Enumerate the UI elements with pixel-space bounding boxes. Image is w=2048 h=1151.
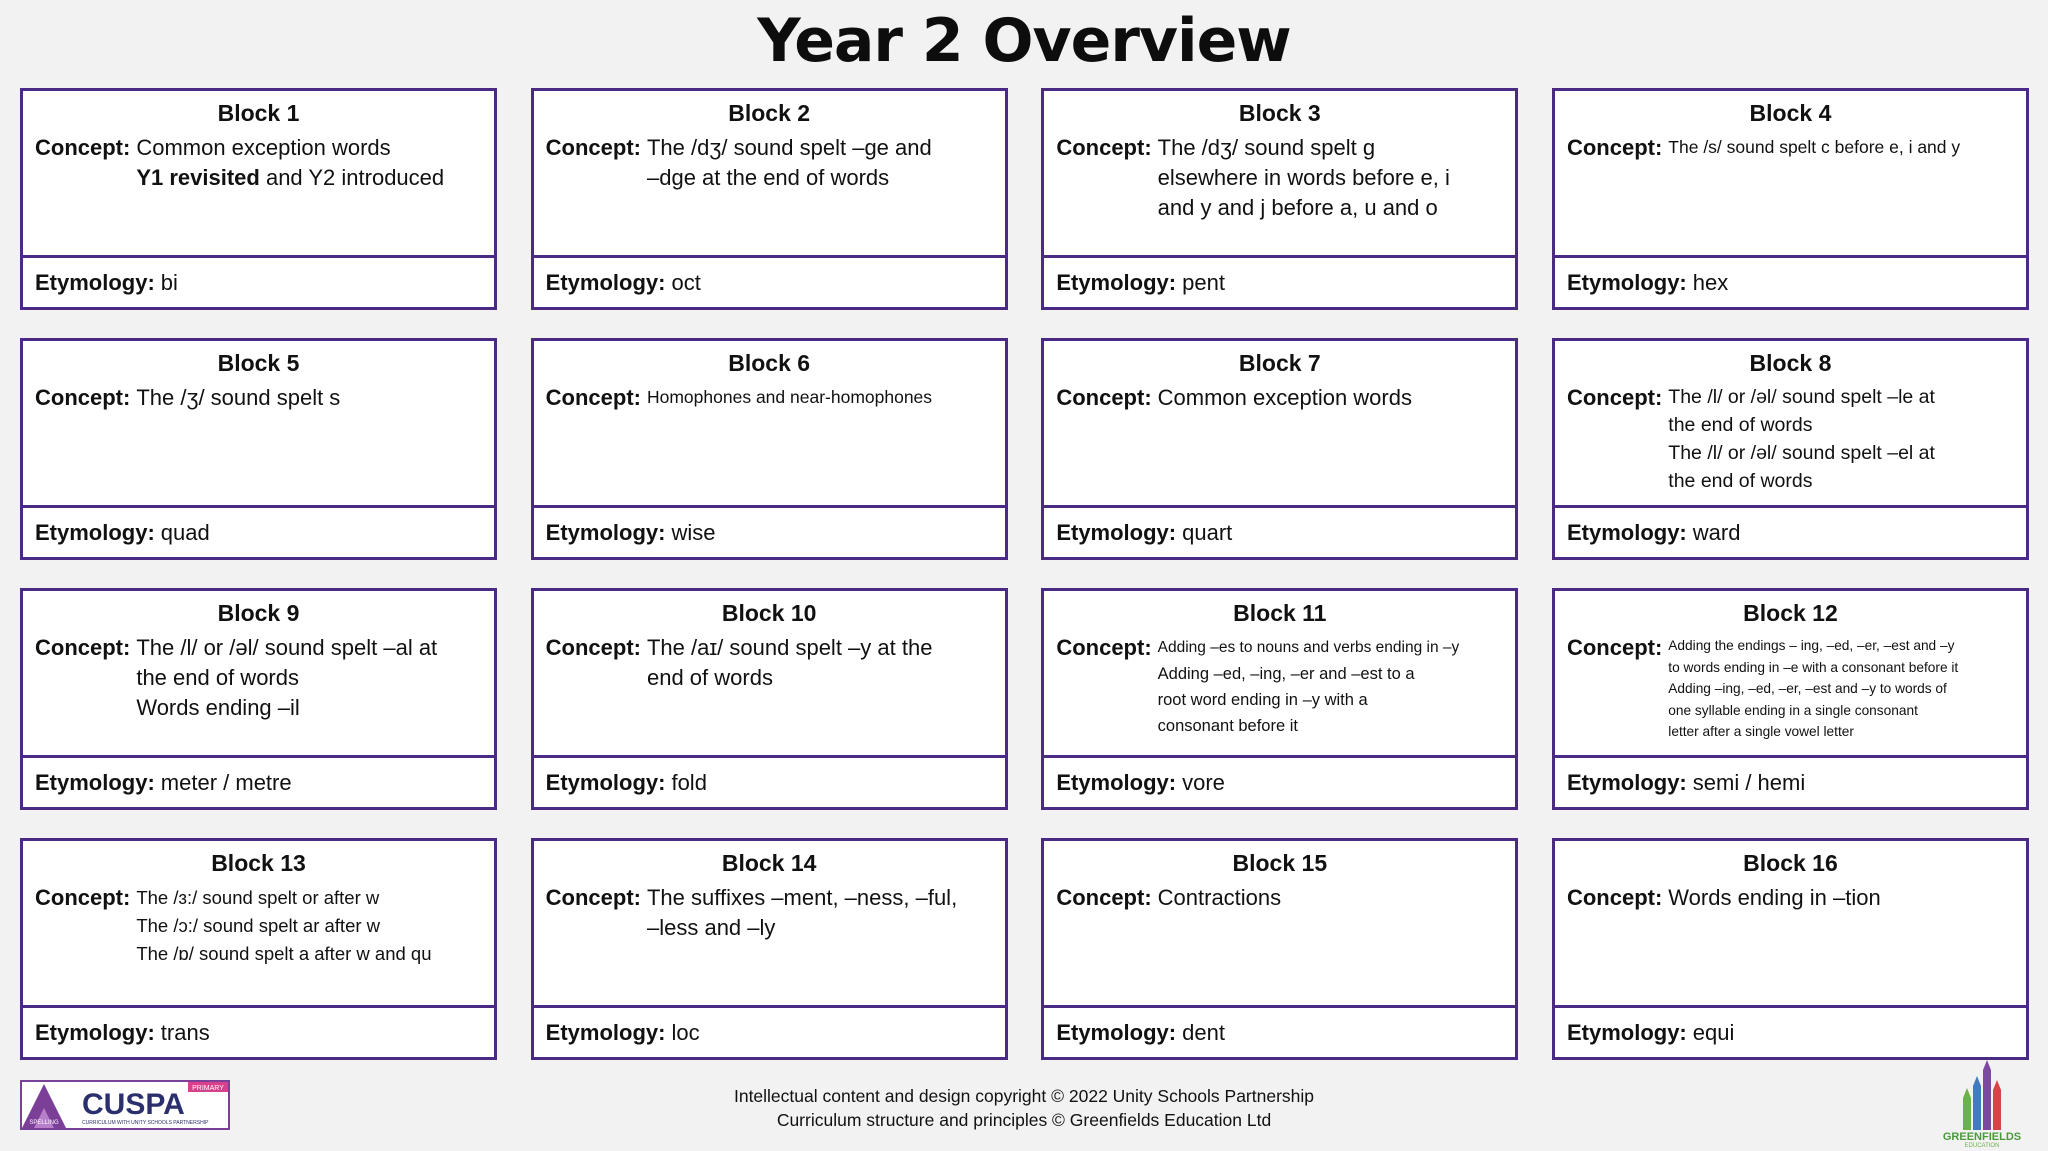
concept-line: one syllable ending in a single consonant <box>1668 702 1918 718</box>
page-title: Year 2 Overview <box>757 6 1291 76</box>
block-concept-area <box>534 841 1005 1008</box>
block-card <box>1041 338 1518 560</box>
concept-line: –less and –ly <box>646 915 776 940</box>
concept-line: The /aɪ/ sound spelt –y at the <box>646 635 933 660</box>
block-concept-area <box>534 91 1005 258</box>
concept-line: letter after a single vowel letter <box>1668 724 1854 739</box>
etymology-row <box>1044 508 1515 557</box>
concept-label: Concept: <box>545 135 641 160</box>
concept-text <box>1668 383 2014 495</box>
concept-line: Homophones and near-homophones <box>646 387 933 407</box>
etymology-label: Etymology: <box>1056 1019 1177 1045</box>
concept-text <box>647 633 993 693</box>
cuspa-primary-text: PRIMARY <box>192 1085 224 1092</box>
concept-text <box>1158 883 1504 913</box>
etymology-label: Etymology: <box>1566 269 1687 295</box>
block-title: Block 15 <box>1232 850 1328 876</box>
etymology-row <box>1044 258 1515 307</box>
concept-text <box>1158 133 1504 223</box>
greenfields-logo <box>1935 1060 2030 1148</box>
concept-text <box>136 884 482 968</box>
block-card <box>531 88 1008 310</box>
concept-line <box>136 163 482 193</box>
block-card <box>1552 588 2029 810</box>
block-title: Block 6 <box>728 350 811 376</box>
concept-row <box>1567 383 2014 495</box>
etymology-label: Etymology: <box>1566 519 1687 545</box>
block-card <box>531 588 1008 810</box>
block-title: Block 10 <box>721 600 817 626</box>
concept-label: Concept: <box>1566 135 1663 160</box>
concept-label: Concept: <box>35 635 131 660</box>
etymology-label: Etymology: <box>545 769 666 795</box>
etymology-row <box>23 1008 494 1057</box>
greenfields-name: GREENFIELDS <box>1942 1131 2022 1143</box>
block-concept-area <box>1555 841 2026 1008</box>
etymology-row <box>1044 1008 1515 1057</box>
pencil-purple <box>1983 1070 1991 1130</box>
concept-text <box>647 883 993 943</box>
block-concept-area <box>23 591 494 758</box>
etymology-label: Etymology: <box>35 269 155 295</box>
concept-row <box>1567 883 2014 913</box>
concept-text <box>1668 134 2014 163</box>
concept-line: Words ending in –tion <box>1668 885 1881 910</box>
footer-curriculum: Curriculum structure and principles © Greenfields Education Ltd <box>776 1110 1272 1130</box>
concept-row <box>1056 383 1503 413</box>
etymology-label: Etymology: <box>35 519 155 545</box>
etymology-row <box>534 258 1005 307</box>
block-title: Block 5 <box>217 350 300 376</box>
concept-row <box>546 633 993 693</box>
block-title: Block 11 <box>1233 600 1327 626</box>
footer-copyright: Intellectual content and design copyright © 2022 Unity Schools Partnership <box>733 1086 1315 1106</box>
concept-line: Adding the endings – ing, –ed, –er, –est and –y <box>1668 638 1955 653</box>
etymology-label: Etymology: <box>35 769 155 795</box>
concept-line: the end of words <box>1668 414 1813 436</box>
etymology-value: meter / metre <box>160 769 292 795</box>
concept-label: Concept: <box>1566 385 1663 410</box>
concept-line: the end of words <box>1668 470 1813 492</box>
concept-label: Concept: <box>545 885 641 910</box>
concept-line: The /ɒ/ sound spelt a after w and qu <box>136 943 432 964</box>
concept-line: Words ending –il <box>136 695 300 720</box>
etymology-row <box>534 1008 1005 1057</box>
concept-line: Common exception words <box>136 135 391 160</box>
concept-line: end of words <box>646 665 773 690</box>
block-card <box>1552 838 2029 1060</box>
etymology-value: hex <box>1692 269 1729 295</box>
etymology-value: pent <box>1182 269 1225 295</box>
block-title: Block 3 <box>1238 100 1321 126</box>
block-card <box>531 838 1008 1060</box>
cuspa-tagline: CURRICULUM WITH UNITY SCHOOLS PARTNERSHIP <box>82 1120 209 1126</box>
concept-line: and y and j before a, u and o <box>1157 195 1438 220</box>
concept-label: Concept: <box>35 385 131 410</box>
concept-text <box>647 133 993 193</box>
concept-line: to words ending in –e with a consonant before it <box>1668 659 1959 675</box>
block-title: Block 8 <box>1749 350 1832 376</box>
block-title: Block 7 <box>1238 350 1321 376</box>
concept-row <box>1567 133 2014 163</box>
concept-line: elsewhere in words before e, i <box>1157 165 1450 190</box>
concept-line: Adding –ed, –ing, –er and –est to a <box>1157 665 1415 683</box>
cuspa-wordmark: CUSPA <box>82 1088 185 1121</box>
block-title: Block 1 <box>217 100 300 126</box>
etymology-value: semi / hemi <box>1692 769 1806 795</box>
pencil-green-tip <box>1963 1088 1971 1098</box>
concept-line: consonant before it <box>1157 717 1298 735</box>
concept-line: Common exception words <box>1157 385 1412 410</box>
concept-label: Concept: <box>35 885 131 910</box>
concept-bold-text: Y1 revisited <box>136 165 260 190</box>
etymology-row <box>1555 258 2026 307</box>
etymology-label: Etymology: <box>1056 519 1177 545</box>
etymology-value: wise <box>671 519 716 545</box>
block-card <box>20 338 497 560</box>
etymology-label: Etymology: <box>545 269 666 295</box>
concept-row <box>35 883 482 968</box>
concept-label: Concept: <box>545 635 641 660</box>
concept-row <box>35 633 482 723</box>
concept-line: Contractions <box>1157 885 1282 910</box>
concept-text <box>647 384 993 413</box>
block-concept-area <box>23 341 494 508</box>
pencil-blue-tip <box>1973 1076 1981 1086</box>
concept-text <box>136 383 482 413</box>
etymology-label: Etymology: <box>545 519 666 545</box>
cuspa-spelling-text: SPELLING <box>29 1120 59 1126</box>
etymology-label: Etymology: <box>545 1019 666 1045</box>
block-card <box>1041 588 1518 810</box>
etymology-value: trans <box>160 1019 210 1045</box>
concept-line: The /ɜ:/ sound spelt or after w <box>136 887 380 908</box>
etymology-label: Etymology: <box>1566 1019 1687 1045</box>
concept-label: Concept: <box>1056 885 1152 910</box>
etymology-row <box>534 508 1005 557</box>
concept-text <box>136 133 482 193</box>
etymology-label: Etymology: <box>1566 769 1687 795</box>
etymology-value: fold <box>671 769 707 795</box>
block-concept-area <box>1044 591 1515 758</box>
concept-row <box>35 133 482 193</box>
concept-line: The /s/ sound spelt c before e, i and y <box>1668 137 1961 157</box>
block-title: Block 16 <box>1743 850 1838 876</box>
concept-text <box>1158 635 1504 739</box>
concept-line: the end of words <box>136 665 299 690</box>
concept-line: Adding –ing, –ed, –er, –est and –y to words of <box>1668 681 1947 696</box>
block-card <box>1552 88 2029 310</box>
concept-line: The /ʒ/ sound spelt s <box>136 385 341 410</box>
concept-text <box>1668 883 2014 913</box>
block-concept-area <box>1555 91 2026 258</box>
concept-line: The /dʒ/ sound spelt –ge and <box>646 135 932 160</box>
block-concept-area <box>1555 341 2026 508</box>
etymology-value: quart <box>1182 519 1233 545</box>
block-concept-area <box>23 91 494 258</box>
block-title: Block 14 <box>721 850 817 876</box>
etymology-row <box>1555 1008 2026 1057</box>
block-concept-area <box>534 341 1005 508</box>
etymology-value: oct <box>671 269 701 295</box>
etymology-label: Etymology: <box>35 1019 155 1045</box>
pencil-purple-tip <box>1983 1060 1991 1070</box>
concept-row <box>546 383 993 413</box>
concept-line: The /l/ or /əl/ sound spelt –al at <box>136 635 438 660</box>
pencil-green <box>1963 1098 1971 1130</box>
block-card <box>20 838 497 1060</box>
etymology-value: vore <box>1182 769 1225 795</box>
etymology-value: dent <box>1182 1019 1225 1045</box>
concept-line: –dge at the end of words <box>646 165 890 190</box>
block-concept-area <box>534 591 1005 758</box>
concept-label: Concept: <box>1056 385 1152 410</box>
block-title: Block 13 <box>211 850 306 876</box>
etymology-value: ward <box>1692 519 1741 545</box>
concept-text <box>1158 383 1504 413</box>
concept-line: The /dʒ/ sound spelt g <box>1157 135 1376 160</box>
etymology-row <box>23 258 494 307</box>
etymology-row <box>1555 508 2026 557</box>
concept-label: Concept: <box>545 385 641 410</box>
concept-line: Adding –es to nouns and verbs ending in –y <box>1157 639 1460 656</box>
etymology-value: quad <box>160 519 210 545</box>
block-card <box>20 88 497 310</box>
concept-row <box>1056 133 1503 223</box>
block-concept-area <box>1044 91 1515 258</box>
etymology-row <box>23 508 494 557</box>
concept-label: Concept: <box>1056 635 1152 660</box>
concept-row <box>1056 633 1503 739</box>
etymology-value: bi <box>160 269 178 295</box>
etymology-label: Etymology: <box>1056 769 1177 795</box>
block-title: Block 9 <box>217 600 300 626</box>
concept-row <box>35 383 482 413</box>
etymology-row <box>1555 758 2026 807</box>
concept-row <box>546 133 993 193</box>
concept-label: Concept: <box>1566 885 1663 910</box>
etymology-row <box>534 758 1005 807</box>
block-concept-area <box>1044 341 1515 508</box>
blocks-grid <box>20 88 2028 1060</box>
block-card <box>20 588 497 810</box>
block-title: Block 4 <box>1749 100 1832 126</box>
concept-text <box>136 633 482 723</box>
block-title: Block 12 <box>1743 600 1838 626</box>
block-card <box>531 338 1008 560</box>
etymology-value: loc <box>671 1019 700 1045</box>
concept-line: The /l/ or /əl/ sound spelt –el at <box>1668 442 1935 464</box>
block-card <box>1041 838 1518 1060</box>
block-card <box>1552 338 2029 560</box>
etymology-row <box>23 758 494 807</box>
block-concept-area <box>1555 591 2026 758</box>
concept-row <box>546 883 993 943</box>
concept-line: The /l/ or /əl/ sound spelt –le at <box>1668 386 1935 408</box>
concept-rest-text: and Y2 introduced <box>259 165 445 190</box>
etymology-row <box>1044 758 1515 807</box>
concept-line: The suffixes –ment, –ness, –ful, <box>646 885 958 910</box>
etymology-value: equi <box>1692 1019 1735 1045</box>
concept-text <box>1668 635 2014 743</box>
greenfields-sub: EDUCATION <box>1964 1143 2000 1148</box>
block-title: Block 2 <box>728 100 811 126</box>
concept-label: Concept: <box>35 135 131 160</box>
block-concept-area <box>23 841 494 1008</box>
concept-line: The /ɔ:/ sound spelt ar after w <box>136 915 381 936</box>
concept-label: Concept: <box>1056 135 1152 160</box>
concept-row <box>1567 633 2014 743</box>
concept-row <box>1056 883 1503 913</box>
etymology-label: Etymology: <box>1056 269 1177 295</box>
concept-line: root word ending in –y with a <box>1157 691 1368 709</box>
block-card <box>1041 88 1518 310</box>
pencil-red <box>1993 1090 2001 1130</box>
pencil-blue <box>1973 1086 1981 1130</box>
pencil-red-tip <box>1993 1080 2001 1090</box>
concept-label: Concept: <box>1566 635 1663 660</box>
block-concept-area <box>1044 841 1515 1008</box>
